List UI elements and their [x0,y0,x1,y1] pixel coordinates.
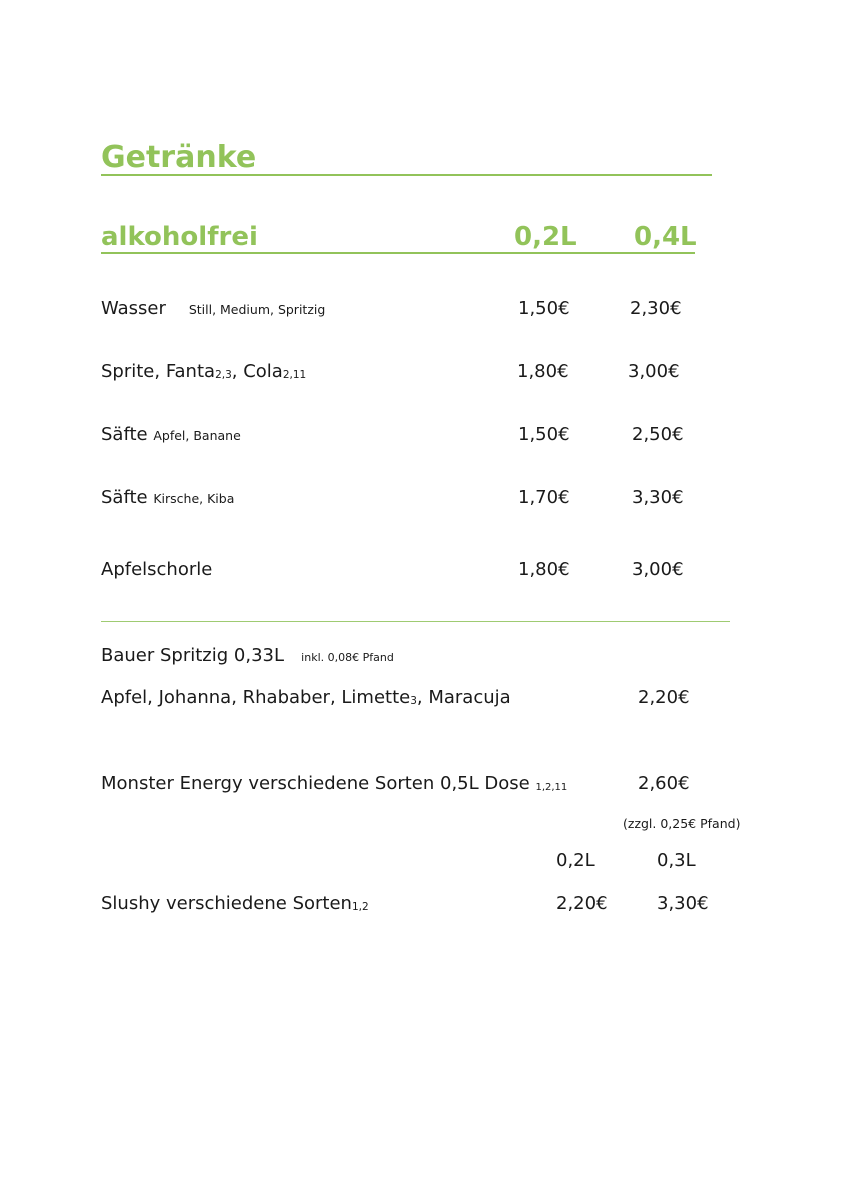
price-small: 1,50€ [518,298,570,319]
price-small: 1,50€ [518,424,570,445]
price-small: 2,20€ [556,893,608,914]
menu-item [101,559,212,580]
price-large: 3,30€ [632,487,684,508]
item-name: Sprite, Fanta [101,361,216,382]
allergen-note: 1,2 [351,901,369,913]
allergen-note: 2,3 [215,369,232,381]
menu-item [101,298,325,319]
allergen-note: 2,11 [282,369,307,381]
allergen-note: 3 [410,695,417,707]
item-name: Wasser [101,298,166,319]
menu-item [101,893,369,914]
price-large: 3,30€ [657,893,709,914]
deposit-note: (zzgl. 0,25€ Pfand) [623,816,741,831]
deposit-note: inkl. 0,08€ Pfand [301,651,394,664]
price-large: 2,50€ [632,424,684,445]
item-name: Slushy verschiedene Sorten [101,893,352,914]
price-large: 2,30€ [630,298,682,319]
price-large: 3,00€ [628,361,680,382]
item-note: Apfel, Banane [153,428,241,443]
title-underline [101,174,712,176]
price-large: 3,00€ [632,559,684,580]
size-small-heading: 0,2L [514,222,577,252]
size-large-heading: 0,3L [657,850,696,871]
size-small-heading: 0,2L [556,850,595,871]
item-note: Still, Medium, Spritzig [188,302,326,317]
menu-item [101,361,306,382]
price-small: 1,70€ [518,487,570,508]
item-name-cont: , Cola [231,361,283,382]
flavor-list: Apfel, Johanna, Rhababer, Limette [101,687,411,708]
price-small: 1,80€ [518,559,570,580]
price: 2,60€ [638,773,690,794]
price: 2,20€ [638,687,690,708]
menu-item [101,687,511,708]
flavor-list-cont: , Maracuja [416,687,511,708]
item-name: Bauer Spritzig 0,33L [101,645,284,666]
menu-item [101,487,234,508]
item-name: Monster Energy verschiedene Sorten 0,5L Dose [101,773,530,794]
section-underline [101,252,695,254]
page-title: Getränke [101,140,257,175]
menu-item [101,773,567,794]
menu-item [101,424,241,445]
item-note: Kirsche, Kiba [153,491,235,506]
price-small: 1,80€ [517,361,569,382]
divider [101,621,730,622]
item-name: Apfelschorle [101,559,213,580]
item-name: Säfte [101,424,148,445]
section-heading: alkoholfrei [101,222,258,252]
size-large-heading: 0,4L [634,222,697,252]
item-name: Säfte [101,487,148,508]
allergen-note: 1,2,11 [535,782,568,793]
menu-item [101,645,394,666]
